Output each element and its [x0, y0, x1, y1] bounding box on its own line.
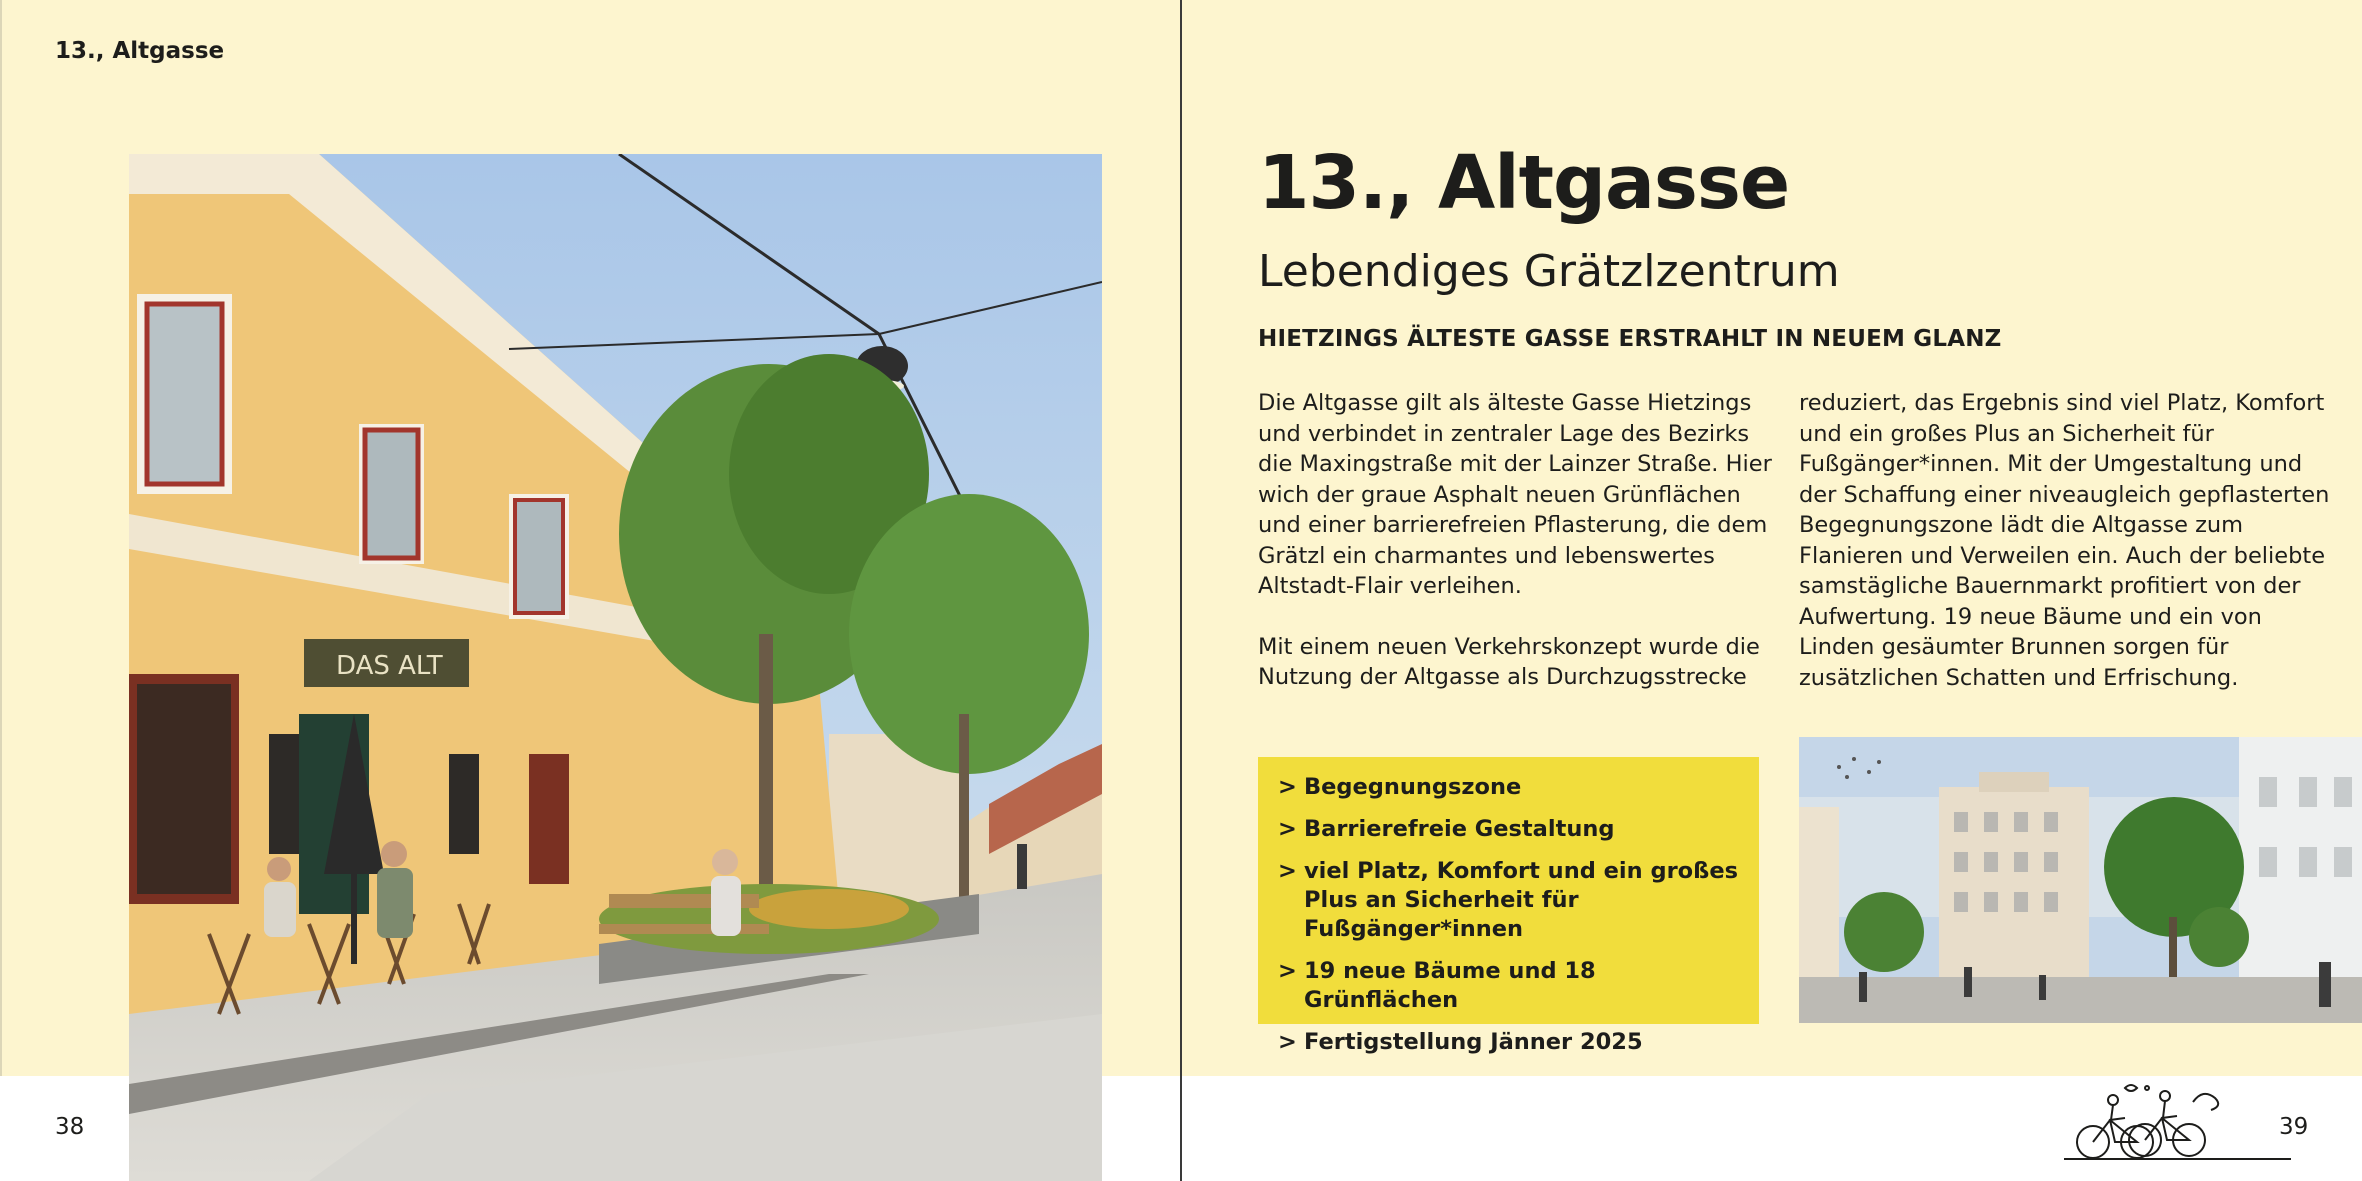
highlight-item: > Barrierefreie Gestaltung — [1278, 816, 1615, 842]
chevron-right-icon: > — [1278, 816, 1297, 842]
right-page — [1182, 0, 2362, 1181]
chevron-right-icon: > — [1278, 774, 1297, 800]
left-page — [0, 0, 1180, 1181]
page-number-left: 38 — [55, 1114, 85, 1140]
body-column-2 — [1799, 388, 2339, 723]
body-paragraph: Die Altgasse gilt als älteste Gasse Hietzings und verbindet in zentraler Lage des Bezirks die Maxingstraße mit der Lainzer Straße. Hier wich der graue Asphalt neuen Grünflächen und einer barrierefreien Pflasterung, die dem Grätzl ein charmantes und lebenswertes Altstadt-Flair verleihen. — [1258, 390, 1772, 599]
page-number-right: 39 — [2279, 1114, 2309, 1140]
highlights-box — [1258, 757, 1759, 1055]
article-subtitle: Lebendiges Grätzlzentrum — [1258, 246, 1840, 297]
article-kicker: HIETZINGS ÄLTESTE GASSE ERSTRAHLT IN NEUEM GLANZ — [1258, 326, 2002, 352]
footer-rule — [2064, 1158, 2291, 1160]
chevron-right-icon: > — [1278, 958, 1297, 984]
highlight-item: > Fertigstellung Jänner 2025 — [1278, 1029, 1643, 1055]
running-head: 13., Altgasse — [55, 38, 225, 64]
street-photo — [129, 154, 1102, 1181]
article-title: 13., Altgasse — [1258, 140, 1790, 226]
page-edge — [0, 0, 2, 1076]
highlight-item: > 19 neue Bäume und 18 Grünflächen — [1278, 958, 1596, 1013]
highlight-item: > viel Platz, Komfort und ein großes Plus an Sicherheit für Fußgänger*innen — [1278, 858, 1738, 942]
square-photo — [1799, 737, 2362, 1023]
body-column-1 — [1258, 388, 1778, 723]
cyclists-illustration — [2065, 1080, 2235, 1162]
body-paragraph: reduziert, das Ergebnis sind viel Platz, Komfort und ein großes Plus an Sicherheit für Fußgänger*innen. Mit der Umgestaltung und der Schaffung einer niveaugleich gepflasterten Begegnungszone lädt die Altgasse zum Flanieren und Verweilen ein. Auch der beliebte samstägliche Bauernmarkt profitiert von der Aufwertung. 19 neue Bäume und ein von Linden gesäumter Brunnen sorgen für zusätzlichen Schatten und Erfrischung. — [1799, 390, 2330, 691]
highlight-item: > Begegnungszone — [1278, 774, 1522, 800]
chevron-right-icon: > — [1278, 858, 1297, 884]
chevron-right-icon: > — [1278, 1029, 1297, 1055]
body-paragraph: Mit einem neuen Verkehrskonzept wurde die Nutzung der Altgasse als Durchzugsstrecke — [1258, 633, 1760, 690]
shop-sign: DAS ALT — [336, 651, 443, 681]
